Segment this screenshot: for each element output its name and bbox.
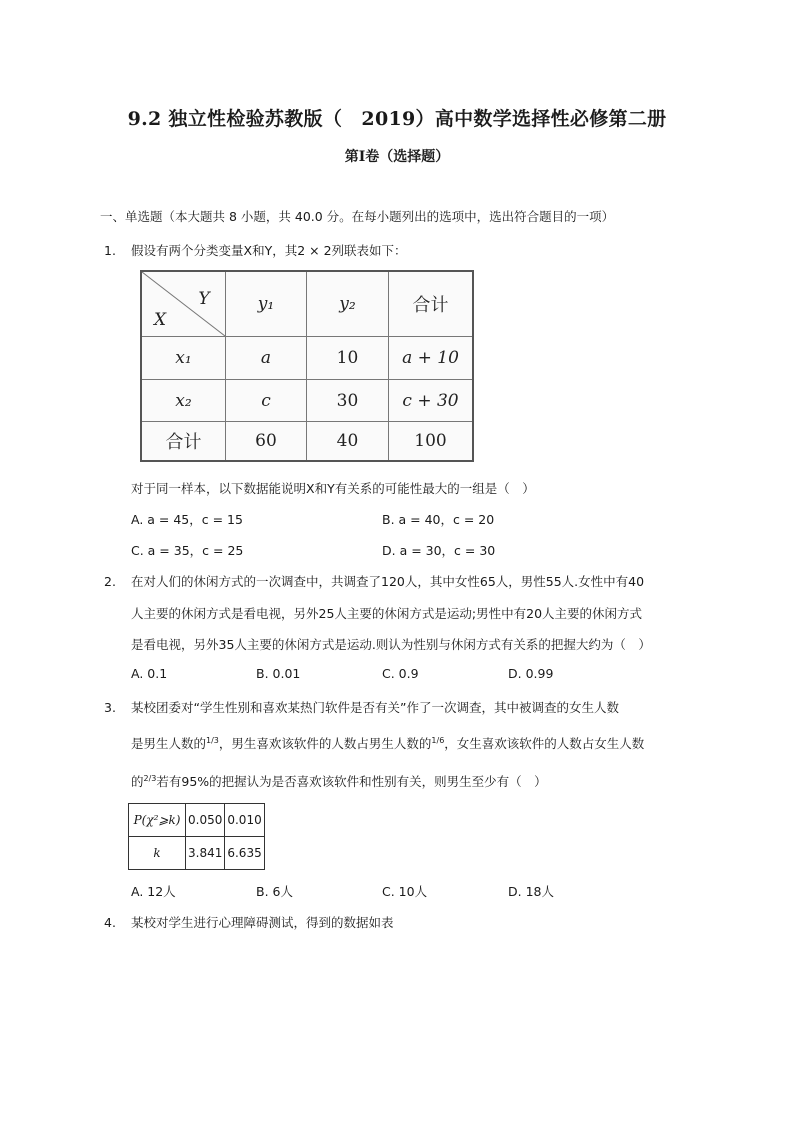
question-text: 对于同一样本，以下数据能说明X和Y有关系的可能性最大的一组是（ ） [131,481,535,496]
table-cell: 30 [336,390,359,411]
table-cell: a + 10 [402,348,459,368]
question-line [131,734,644,752]
option-a[interactable]: A. a = 45，c = 15 [131,512,243,527]
option-d[interactable]: D. a = 30，c = 30 [382,543,496,558]
question-number: 1. [104,243,116,258]
question-number: 3. [104,700,116,715]
question-stem: 某校对学生进行心理障碍测试，得到的数据如表 [131,915,394,930]
option-b[interactable]: B. 6人 [256,884,293,899]
table-cell: x₁ [175,348,192,368]
option-c[interactable]: C. 0.9 [382,666,419,681]
option-a[interactable]: A. 12人 [131,884,176,899]
question-line: 是看电视，另外35人主要的休闲方式是运动.则认为性别与休闲方式有关系的把握大约为（ ） [131,637,651,652]
column-header: y₂ [339,294,356,314]
question-number: 4. [104,915,116,930]
table-cell: x₂ [175,390,192,411]
corner-label-y: Y [198,289,210,309]
table-cell: 40 [336,431,359,451]
table-cell: P(χ²⩾k) [129,804,186,837]
text-segment: 的 [131,774,144,789]
table-row [129,837,265,870]
column-header: 合计 [412,295,449,316]
question-line: 在对人们的休闲方式的一次调查中，共调查了120人，其中女性65人，男性55人.女性中有40 [131,574,645,589]
text-segment: 是男生人数的 [131,736,207,751]
table-cell: 0.050 [186,804,225,837]
table-cell: a [260,348,272,368]
corner-label-x: X [153,310,167,330]
text-segment: ，男生喜欢该软件的人数占男生人数的 [218,736,432,751]
table-cell: 60 [255,431,277,451]
text-segment: 若有95%的把握认为是否喜欢该软件和性别有关，则男生至少有（ ） [156,774,547,789]
table-cell: k [129,837,186,870]
option-a[interactable]: A. 0.1 [131,666,168,681]
option-c[interactable]: C. 10人 [382,884,428,899]
table-cell: 0.010 [225,804,264,837]
fraction: 1/3 [206,736,219,745]
question-line: 某校团委对“学生性别和喜欢某热门软件是否有关”作了一次调查，其中被调查的女生人数 [131,700,619,715]
table-cell: 合计 [165,432,202,453]
table-cell: 100 [414,431,447,451]
table-cell: 3.841 [186,837,225,870]
critical-value-table [128,803,265,870]
table-cell: 6.635 [225,837,264,870]
option-b[interactable]: B. a = 40，c = 20 [382,512,495,527]
table-cell: c [261,390,271,411]
page-subtitle: 第Ⅰ卷（选择题） [344,149,450,165]
text-segment: ，女生喜欢该软件的人数占女生人数 [444,736,645,751]
section-heading: 一、单选题（本大题共 8 小题，共 40.0 分。在每小题列出的选项中，选出符合题目的一项） [100,209,615,224]
table-cell: 10 [336,348,359,368]
option-d[interactable]: D. 0.99 [508,666,554,681]
table-row [129,804,265,837]
option-c[interactable]: C. a = 35，c = 25 [131,543,244,558]
question-line [131,772,547,790]
question-number: 2. [104,574,116,589]
question-line: 人主要的休闲方式是看电视，另外25人主要的休闲方式是运动;男性中有20人主要的休闲方式 [131,606,643,621]
option-d[interactable]: D. 18人 [508,884,554,899]
fraction: 1/6 [431,736,445,745]
contingency-table [140,270,474,462]
fraction: 2/3 [143,774,157,783]
option-b[interactable]: B. 0.01 [256,666,301,681]
page-title: 9.2 独立性检验苏教版（ 2019）高中数学选择性必修第二册 [127,108,667,130]
table-cell: c + 30 [402,390,459,411]
column-header: y₁ [257,294,275,314]
question-stem: 假设有两个分类变量X和Y，其2 × 2列联表如下： [131,243,407,258]
